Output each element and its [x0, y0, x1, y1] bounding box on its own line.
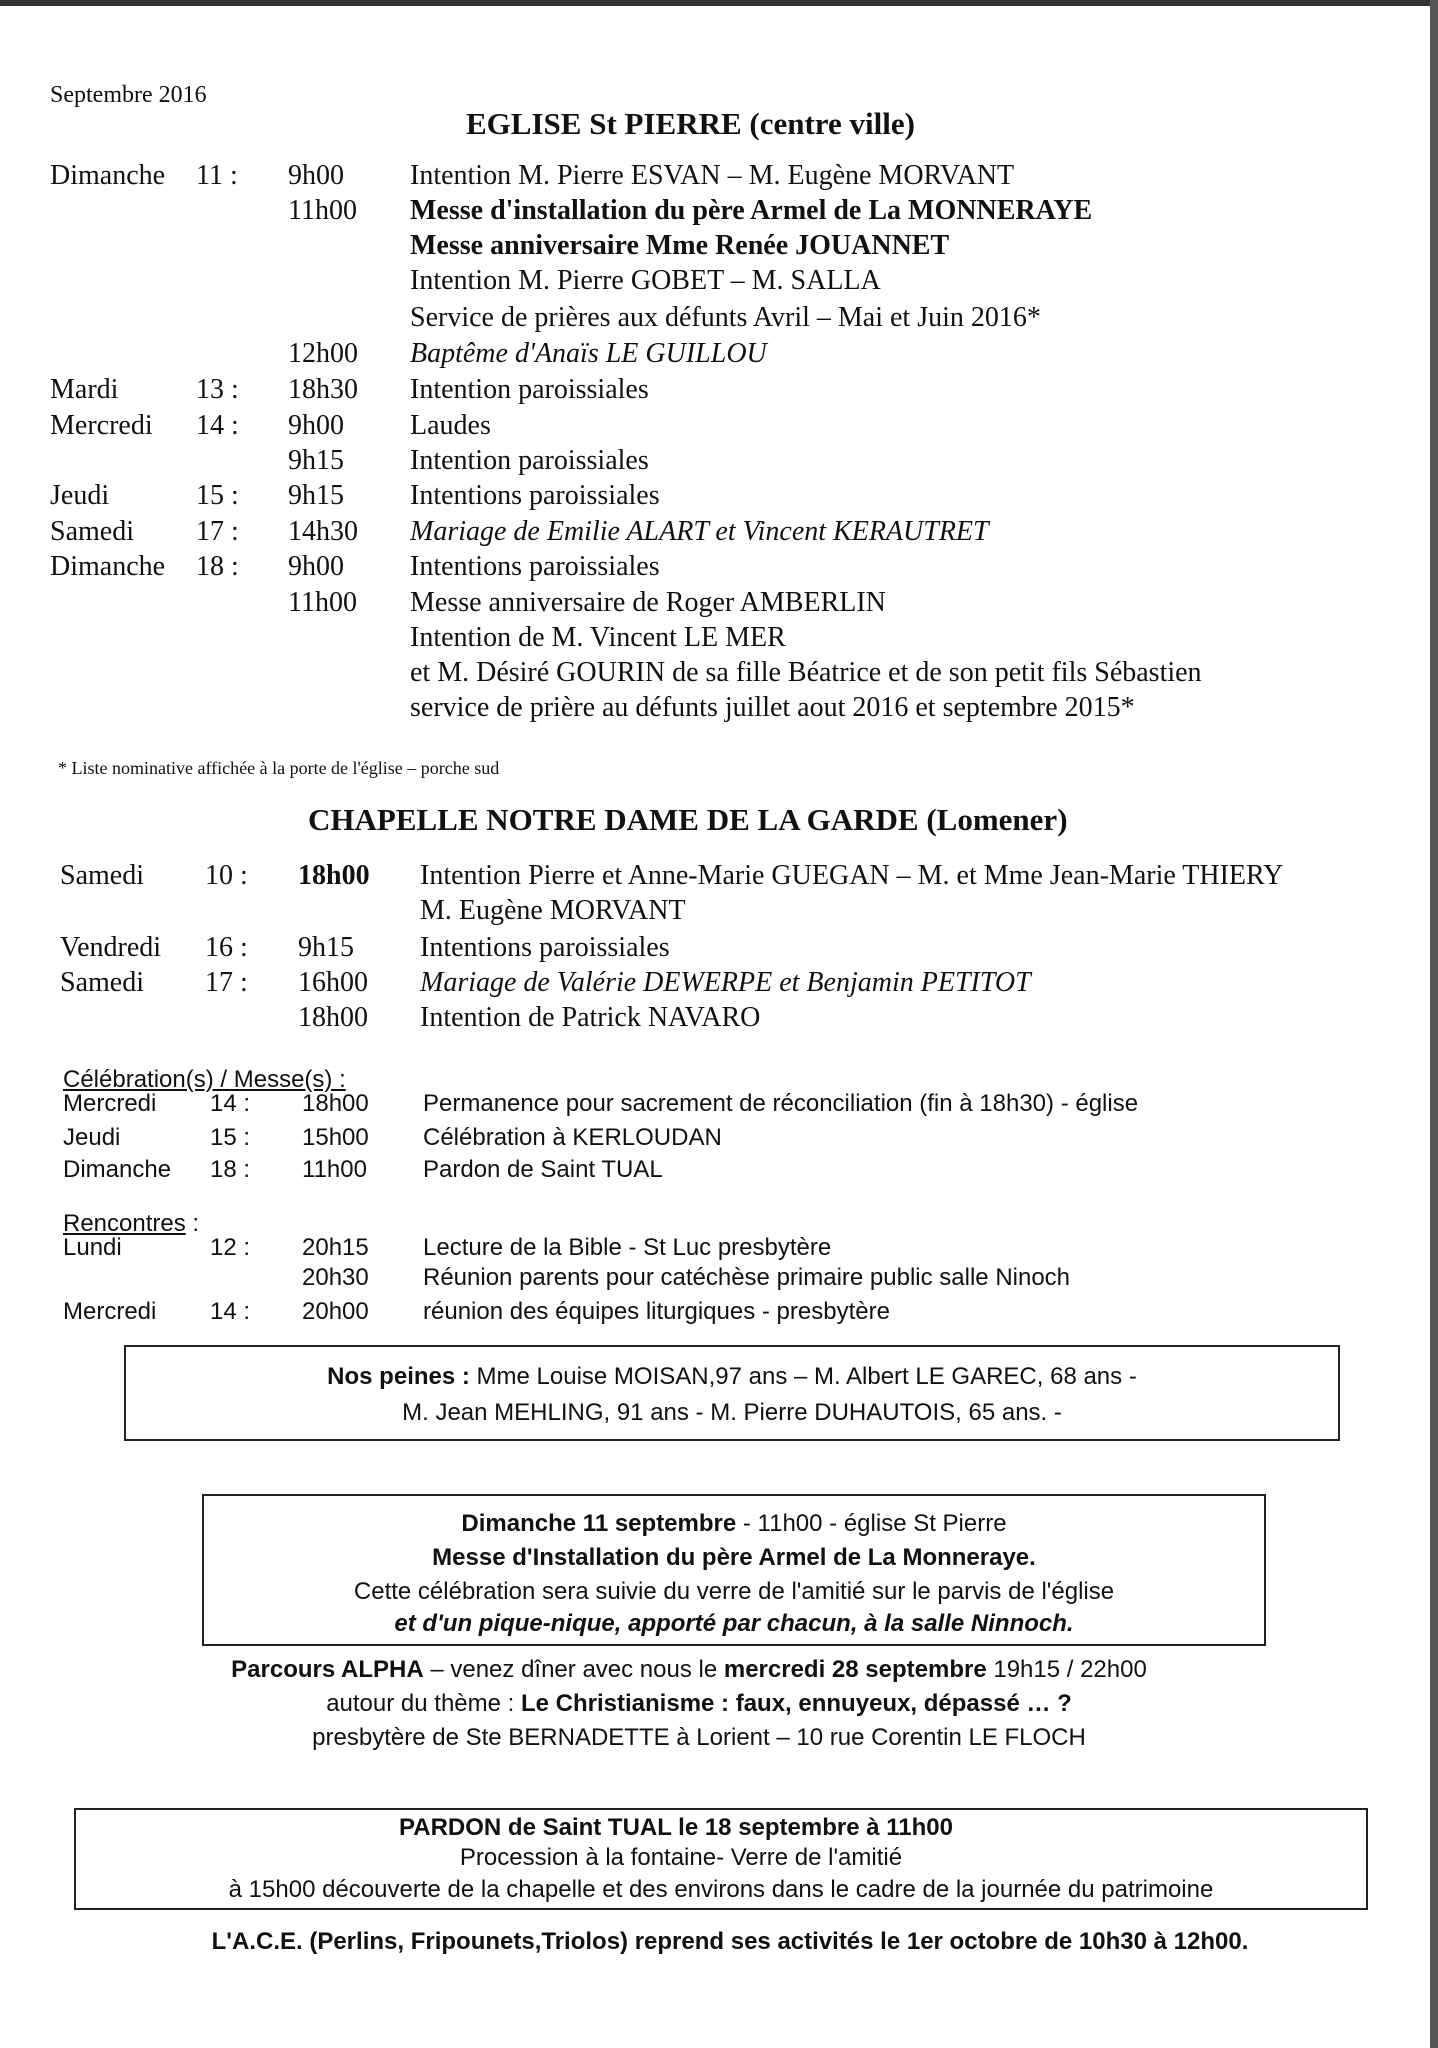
entry-text: Intentions paroissiales: [410, 480, 660, 511]
rencontres-heading: Rencontres :: [63, 1210, 200, 1237]
time-label: 12h00: [288, 338, 358, 369]
entry-text: Célébration à KERLOUDAN: [423, 1124, 722, 1151]
entry-text: M. Eugène MORVANT: [420, 895, 686, 926]
entry-text: Permanence pour sacrement de réconciliation (fin à 18h30) - église: [423, 1090, 1139, 1117]
pardon-line-3: à 15h00 découverte de la chapelle et des environs dans le cadre de la journée du patrimoine: [228, 1876, 1214, 1903]
time-label: 14h30: [288, 516, 358, 547]
ace-announcement: L'A.C.E. (Perlins, Fripounets,Triolos) reprend ses activités le 1er octobre de 10h30 à 12h00.: [211, 1928, 1249, 1955]
day-label: Samedi: [60, 967, 144, 998]
entry-text: Intention M. Pierre ESVAN – M. Eugène MORVANT: [410, 160, 1015, 191]
day-label: Mercredi: [63, 1298, 157, 1325]
entry-text: Mariage de Emilie ALART et Vincent KERAUTRET: [410, 516, 989, 547]
time-label: 9h00: [288, 160, 344, 191]
time-label: 18h30: [288, 374, 358, 405]
date-number: 17 :: [196, 516, 239, 547]
pardon-line-2: Procession à la fontaine- Verre de l'amitié: [459, 1844, 903, 1871]
installation-line-1: Dimanche 11 septembre - 11h00 - église St Pierre: [461, 1510, 1007, 1537]
date-number: 18 :: [196, 551, 239, 582]
time-label: 18h00: [298, 860, 370, 891]
day-label: Dimanche: [63, 1156, 172, 1183]
day-label: Dimanche: [50, 551, 166, 582]
peines-box: [124, 1345, 1340, 1441]
eglise-title: EGLISE St PIERRE (centre ville): [466, 106, 915, 141]
date-number: 13 :: [196, 374, 239, 405]
date-number: 14 :: [210, 1090, 251, 1117]
entry-text: Lecture de la Bible - St Luc presbytère: [423, 1234, 832, 1261]
entry-text: Intentions paroissiales: [420, 932, 670, 963]
date-number: 11 :: [196, 160, 238, 191]
date-number: 14 :: [196, 410, 239, 441]
time-label: 18h00: [302, 1090, 369, 1117]
celebrations-heading: Célébration(s) / Messe(s) :: [63, 1066, 346, 1093]
entry-text: Messe anniversaire Mme Renée JOUANNET: [410, 230, 950, 261]
time-label: 9h15: [288, 480, 344, 511]
time-label: 9h00: [288, 551, 344, 582]
date-number: 12 :: [210, 1234, 251, 1261]
pardon-box: [74, 1808, 1368, 1910]
time-label: 11h00: [288, 195, 357, 226]
time-label: 16h00: [298, 967, 368, 998]
time-label: 11h00: [288, 587, 357, 618]
peines-line-2: M. Jean MEHLING, 91 ans - M. Pierre DUHAUTOIS, 65 ans. -: [402, 1399, 1062, 1426]
chapelle-title: CHAPELLE NOTRE DAME DE LA GARDE (Lomener): [308, 802, 1068, 837]
entry-text: Mariage de Valérie DEWERPE et Benjamin PETITOT: [420, 967, 1031, 998]
entry-text: Réunion parents pour catéchèse primaire public salle Ninoch: [423, 1264, 1071, 1291]
day-label: Mercredi: [50, 410, 153, 441]
time-label: 11h00: [302, 1156, 367, 1183]
date-number: 16 :: [205, 932, 248, 963]
time-label: 9h15: [298, 932, 354, 963]
installation-line-3: Cette célébration sera suivie du verre de l'amitié sur le parvis de l'église: [353, 1578, 1115, 1605]
installation-box: [202, 1494, 1266, 1646]
entry-text: Service de prières aux défunts Avril – Mai et Juin 2016*: [410, 302, 1041, 333]
bulletin-date: Septembre 2016: [50, 82, 207, 108]
footnote: * Liste nominative affichée à la porte de l'église – porche sud: [58, 758, 500, 778]
pardon-line-1: PARDON de Saint TUAL le 18 septembre à 11h00: [399, 1814, 953, 1841]
entry-text: et M. Désiré GOURIN de sa fille Béatrice et de son petit fils Sébastien: [410, 657, 1202, 688]
entry-text: Intention Pierre et Anne-Marie GUEGAN – M. et Mme Jean-Marie THIERY: [420, 860, 1284, 891]
day-label: Mercredi: [63, 1090, 157, 1117]
day-label: Vendredi: [60, 932, 162, 963]
alpha-line-1: Parcours ALPHA – venez dîner avec nous le mercredi 28 septembre 19h15 / 22h00: [231, 1656, 1147, 1683]
day-label: Jeudi: [63, 1124, 121, 1151]
entry-text: Pardon de Saint TUAL: [423, 1156, 663, 1183]
alpha-line-3: presbytère de Ste BERNADETTE à Lorient – 10 rue Corentin LE FLOCH: [312, 1724, 1086, 1751]
date-number: 10 :: [205, 860, 248, 891]
entry-text: Messe d'installation du père Armel de La MONNERAYE: [410, 195, 1093, 226]
date-number: 15 :: [210, 1124, 251, 1151]
installation-line-2: Messe d'Installation du père Armel de La Monneraye.: [432, 1544, 1036, 1571]
installation-line-4: et d'un pique-nique, apporté par chacun, à la salle Ninnoch.: [394, 1610, 1074, 1637]
entry-text: Messe anniversaire de Roger AMBERLIN: [410, 587, 886, 618]
time-label: 20h00: [302, 1298, 369, 1325]
time-label: 18h00: [298, 1002, 368, 1033]
time-label: 20h30: [302, 1264, 369, 1291]
time-label: 20h15: [302, 1234, 369, 1261]
alpha-line-2: autour du thème : Le Christianisme : faux, ennuyeux, dépassé … ?: [326, 1690, 1072, 1717]
entry-text: Intention paroissiales: [410, 445, 649, 476]
entry-text: Intention M. Pierre GOBET – M. SALLA: [410, 265, 881, 296]
time-label: 9h00: [288, 410, 344, 441]
day-label: Jeudi: [50, 480, 110, 511]
time-label: 15h00: [302, 1124, 369, 1151]
time-label: 9h15: [288, 445, 344, 476]
day-label: Samedi: [50, 516, 134, 547]
peines-line-1: Nos peines : Mme Louise MOISAN,97 ans – M. Albert LE GAREC, 68 ans -: [327, 1363, 1137, 1390]
date-number: 15 :: [196, 480, 239, 511]
entry-text: Intentions paroissiales: [410, 551, 660, 582]
day-label: Dimanche: [50, 160, 166, 191]
date-number: 17 :: [205, 967, 248, 998]
entry-text: service de prière au défunts juillet aout 2016 et septembre 2015*: [410, 692, 1135, 723]
entry-text: Baptême d'Anaïs LE GUILLOU: [410, 338, 767, 369]
entry-text: Laudes: [410, 410, 491, 441]
day-label: Lundi: [63, 1234, 122, 1261]
date-number: 14 :: [210, 1298, 251, 1325]
entry-text: Intention de M. Vincent LE MER: [410, 622, 786, 653]
date-number: 18 :: [210, 1156, 251, 1183]
day-label: Mardi: [50, 374, 119, 405]
day-label: Samedi: [60, 860, 144, 891]
entry-text: Intention de Patrick NAVARO: [420, 1002, 761, 1033]
entry-text: Intention paroissiales: [410, 374, 649, 405]
entry-text: réunion des équipes liturgiques - presbytère: [423, 1298, 890, 1325]
page-top-edge: [0, 0, 1438, 6]
